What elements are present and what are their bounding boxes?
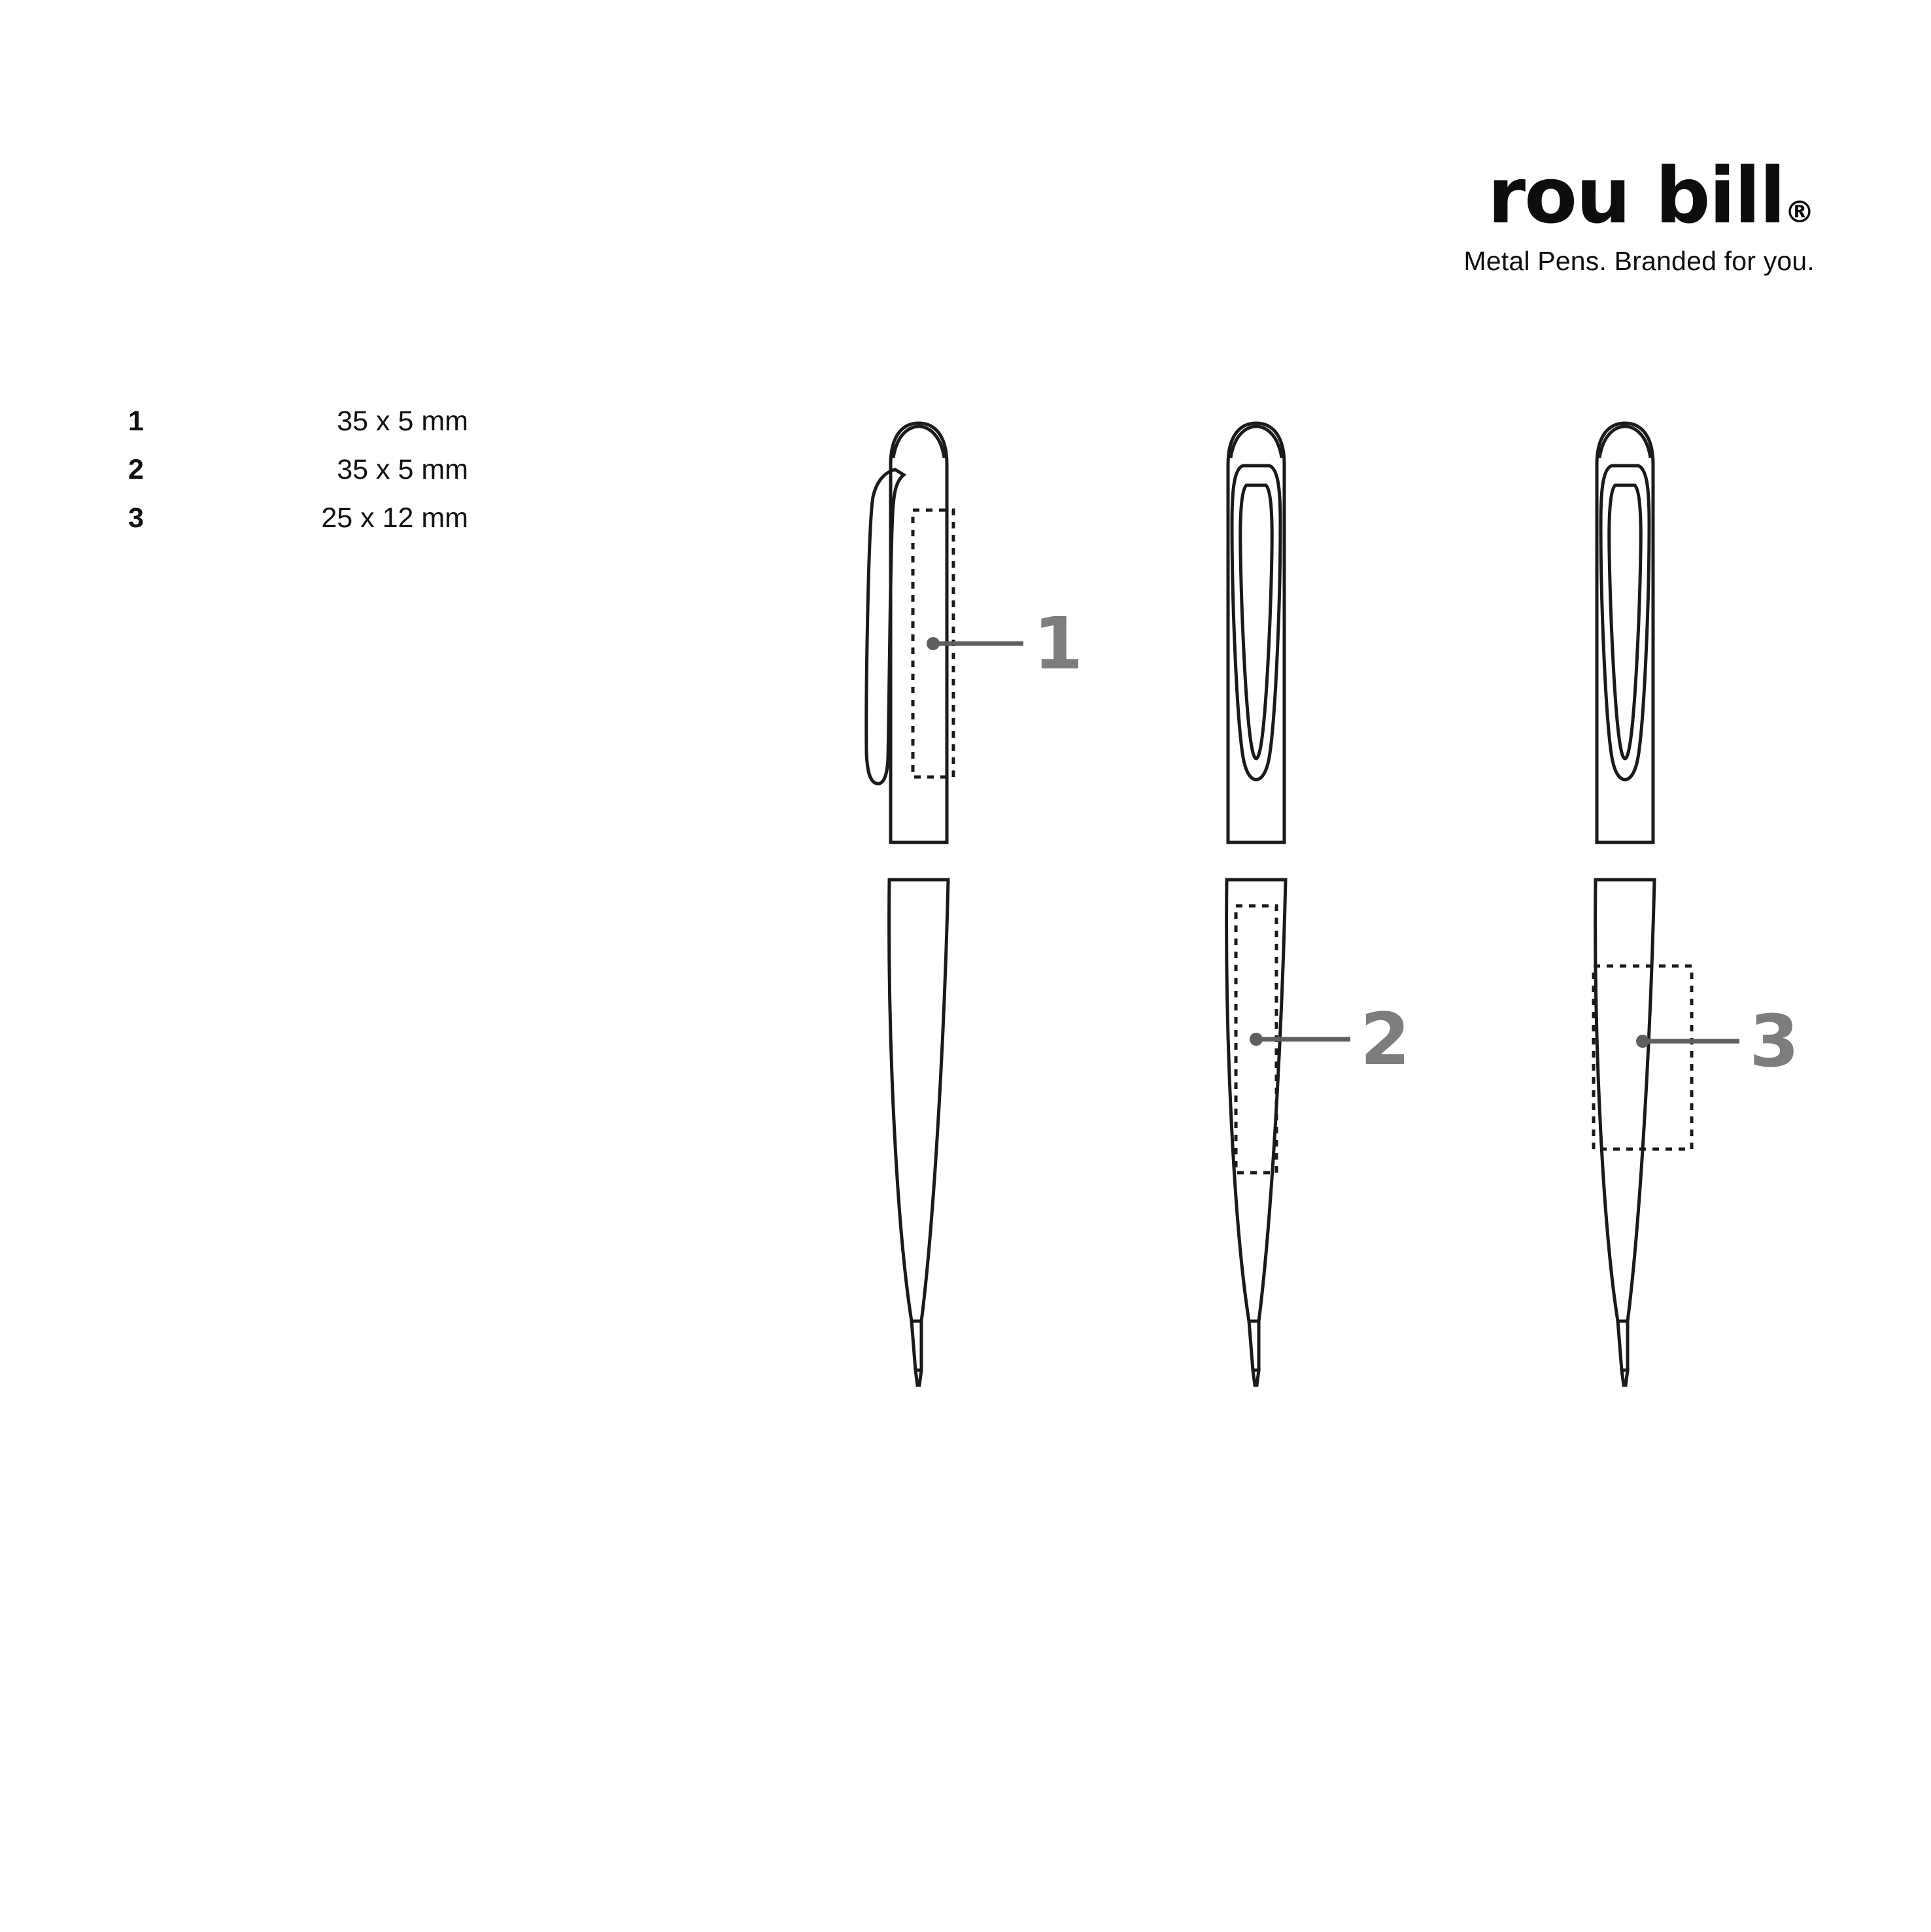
pen-clip-front-inner: [1609, 485, 1641, 759]
pen-clip-front-outline: [1232, 466, 1280, 780]
pen-clip-front-inner: [1240, 485, 1272, 759]
legend-number: 2: [128, 454, 144, 485]
legend-dimension: 35 x 5 mm: [337, 405, 468, 437]
legend-dimension: 25 x 12 mm: [321, 502, 468, 534]
pen-band-outline: [889, 842, 948, 880]
brand-tagline: Metal Pens. Branded for you.: [1463, 246, 1815, 276]
callout-3: [1636, 999, 1800, 1083]
pen-band-outline: [1227, 842, 1286, 880]
pen-tip-outline: [1618, 1321, 1628, 1385]
pen-tip-outline: [912, 1321, 921, 1385]
pen-cap-outline: [891, 423, 947, 842]
pen-band-outline: [1596, 842, 1654, 880]
callout-1: [927, 602, 1084, 685]
print-area-3: [1594, 966, 1692, 1149]
registered-trademark-symbol: ®: [1785, 194, 1815, 230]
callout-label-3: 3: [1749, 999, 1800, 1083]
pen-view-3: [1596, 423, 1654, 1385]
brand-name: rou bill: [1487, 150, 1785, 241]
callout-label-1: 1: [1033, 602, 1084, 685]
pen-clip-outline: [866, 470, 904, 784]
pen-barrel-outline: [889, 880, 948, 1321]
legend-dimension: 35 x 5 mm: [337, 454, 468, 485]
pen-clip-front-outline: [1601, 466, 1649, 780]
legend-number: 3: [128, 502, 144, 534]
pen-view-1: [866, 423, 948, 1385]
callout-2: [1250, 997, 1410, 1081]
callout-label-2: 2: [1360, 997, 1410, 1081]
legend-number: 1: [128, 405, 144, 437]
pen-barrel-outline: [1596, 880, 1654, 1321]
pen-tip-outline: [1249, 1321, 1259, 1385]
